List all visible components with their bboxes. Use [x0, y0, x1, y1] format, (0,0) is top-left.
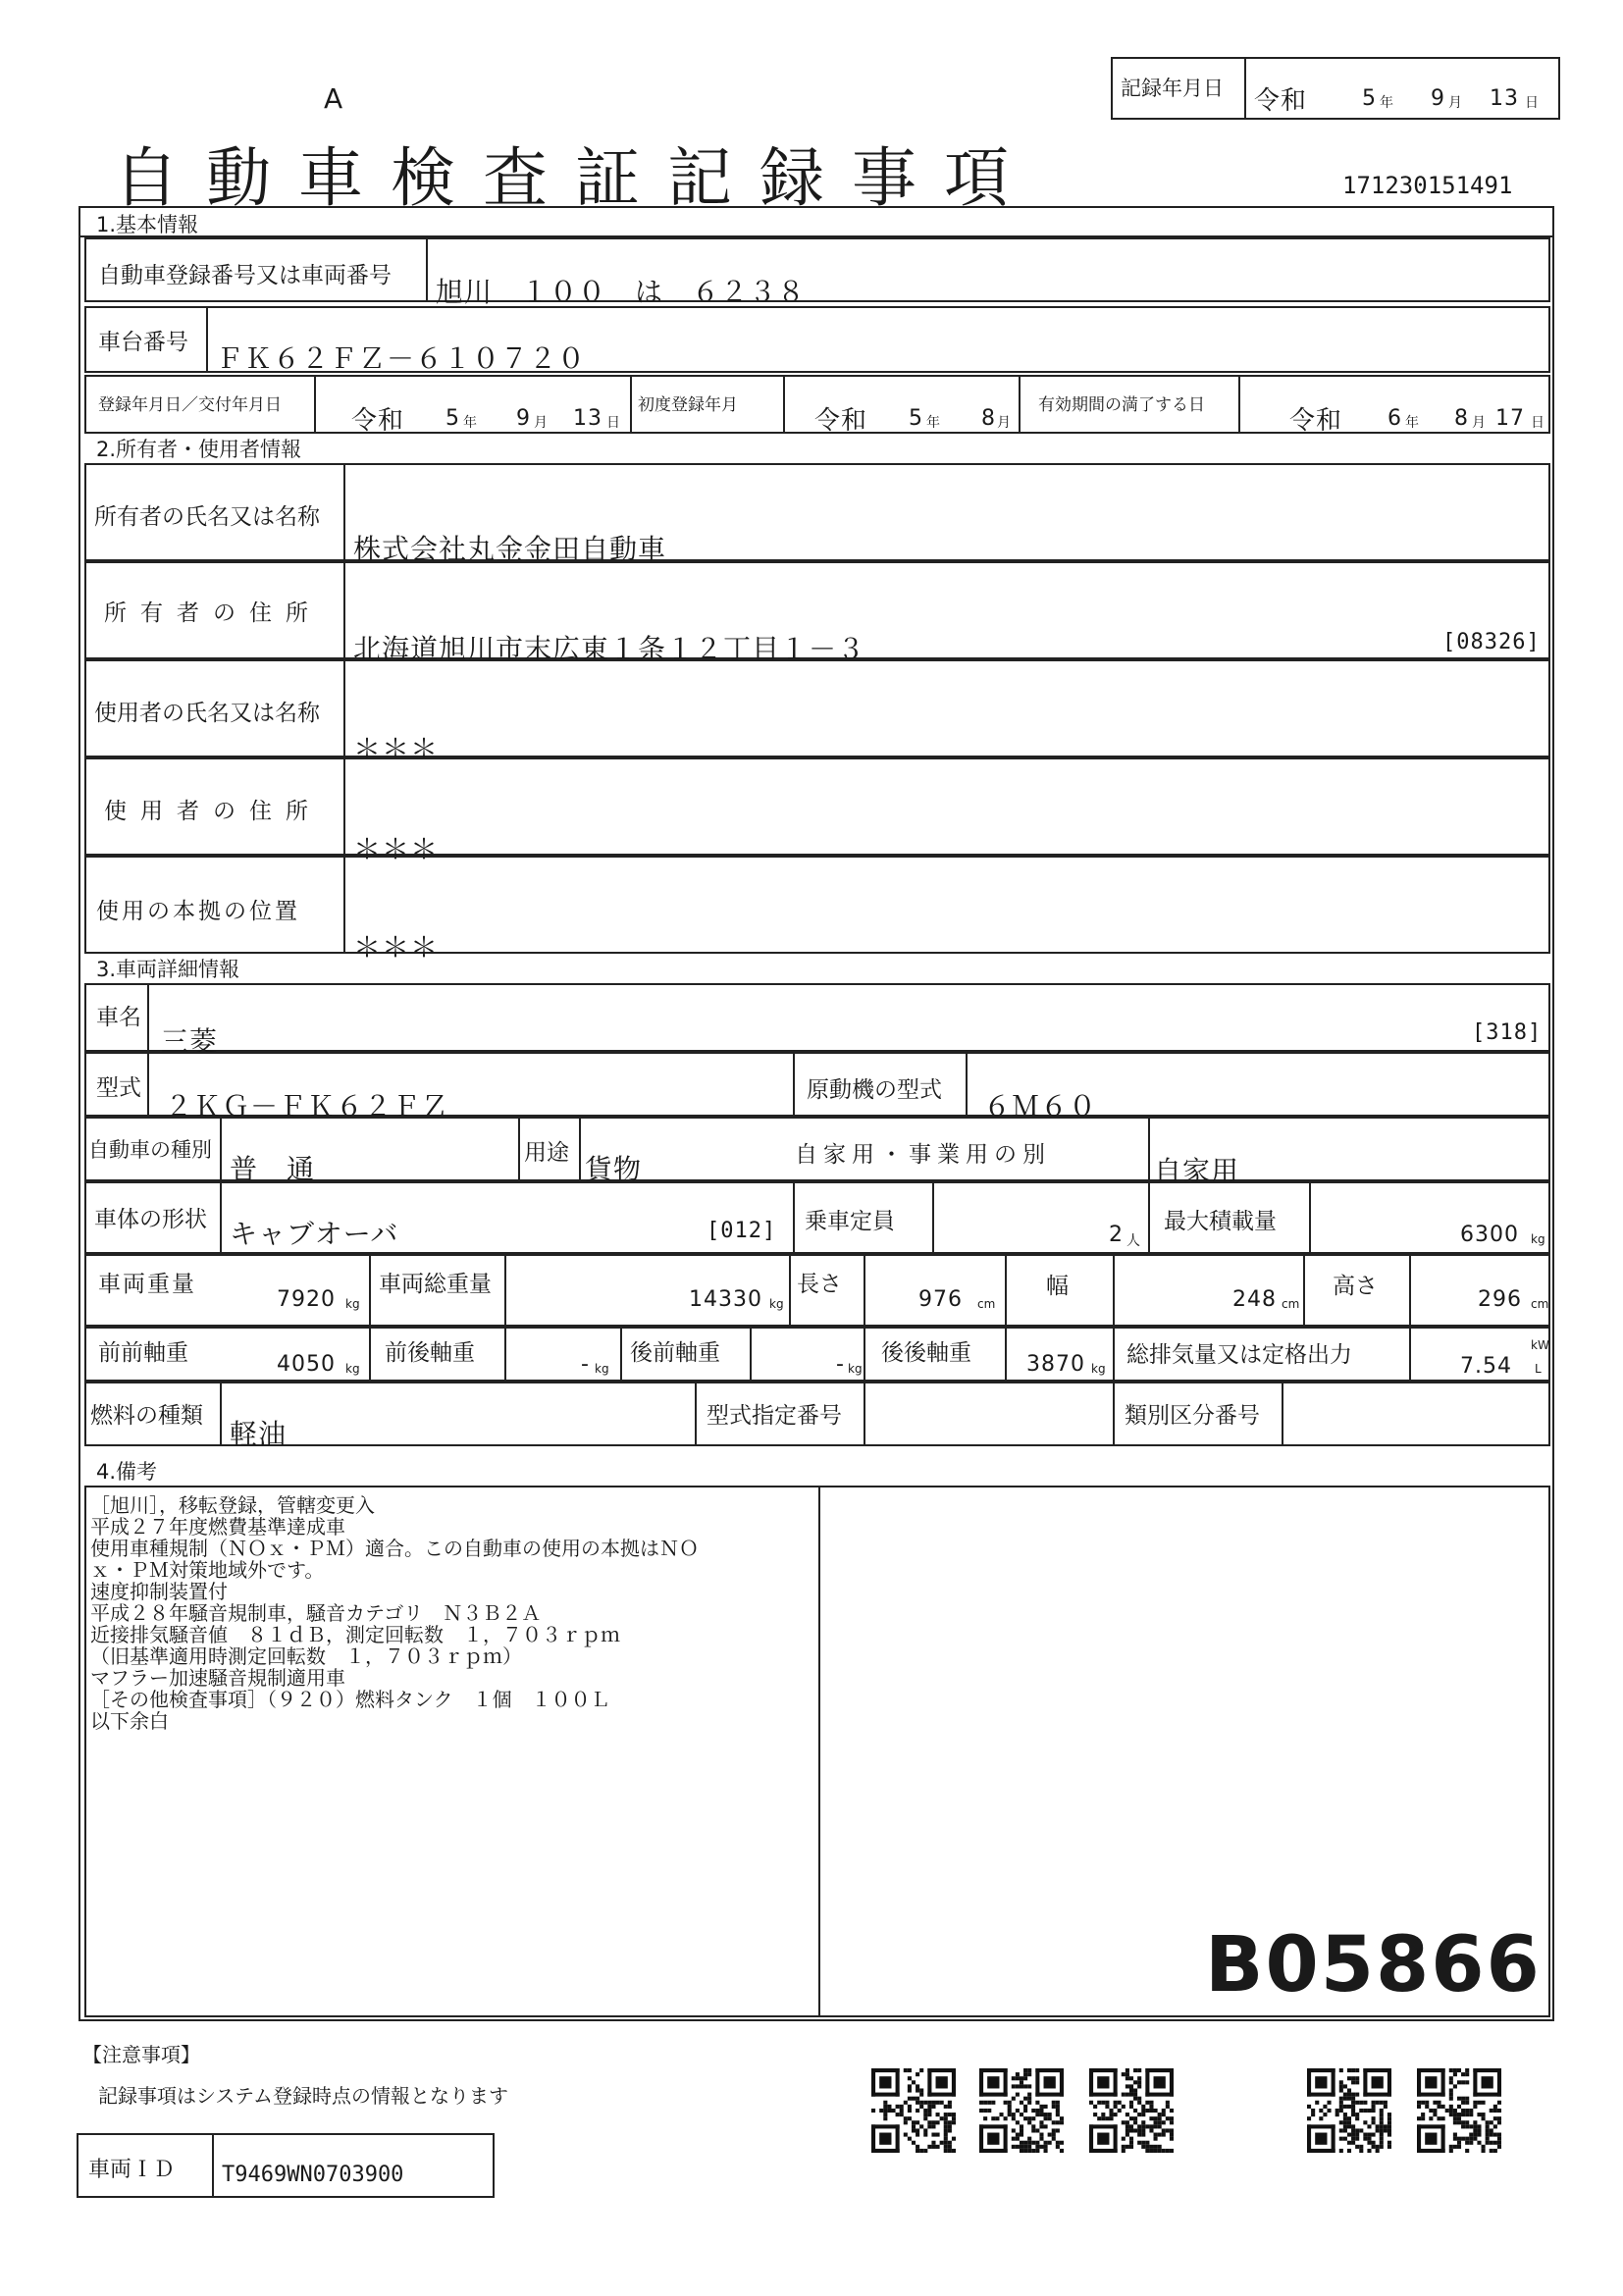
owner-addr-label: 所有者の住所 — [104, 600, 322, 626]
weight-value: 7920 — [277, 1287, 336, 1312]
reg-date-day: 13 — [573, 406, 602, 431]
first-reg-label: 初度登録年月 — [638, 395, 738, 415]
maxload-label: 最大積載量 — [1164, 1209, 1277, 1234]
owner-name-value: 株式会社丸金金田自動車 — [353, 533, 667, 565]
gross-value: 14330 — [689, 1287, 762, 1312]
expiry-day: 17 — [1495, 406, 1525, 431]
notes-text: 記録事項はシステム登録時点の情報となります — [98, 2084, 508, 2108]
remark-line: 使用車種規制（ＮＯｘ・ＰＭ）適合。この自動車の使用の本拠はＮＯ — [90, 1537, 699, 1560]
remark-line: 平成２８年騒音規制車，騒音カテゴリ Ｎ３Ｂ２Ａ — [90, 1601, 542, 1625]
first-reg-era: 令和 — [814, 406, 868, 436]
reg-date-label: 登録年月日／交付年月日 — [98, 395, 282, 415]
make-row — [84, 983, 1550, 1052]
fr-axle-label: 前後軸重 — [385, 1340, 475, 1366]
disp-label: 総排気量又は定格出力 — [1126, 1342, 1352, 1368]
section4-heading: 4.備考 — [96, 1460, 158, 1484]
expiry-label: 有効期間の満了する日 — [1038, 395, 1205, 415]
qr-code-4 — [1307, 2068, 1391, 2153]
document-number: 171230151491 — [1342, 172, 1513, 199]
document-title: 自動車検査証記録事項 — [114, 140, 1036, 216]
weight-label: 車両重量 — [98, 1272, 196, 1297]
model-value: ２ＫＧ－ＦＫ６２ＦＺ — [165, 1090, 450, 1122]
make-label: 車名 — [96, 1005, 141, 1030]
user-addr-label: 使用者の住所 — [104, 799, 322, 824]
fr-axle-value: - — [581, 1352, 590, 1377]
remark-line: 以下余白 — [90, 1709, 169, 1733]
private-label: 自家用・事業用の別 — [795, 1142, 1051, 1168]
first-reg-month: 8 — [981, 406, 996, 431]
remark-line: マフラー加速騒音規制適用車 — [90, 1666, 345, 1690]
vehicle-id-box — [77, 2133, 495, 2198]
record-date-era: 令和 — [1254, 86, 1308, 116]
qr-code-1 — [871, 2068, 956, 2153]
ff-axle-value: 4050 — [277, 1352, 336, 1377]
qr-code-3 — [1089, 2068, 1174, 2153]
user-name-value: ＊＊＊ — [353, 733, 440, 765]
notes-heading: 【注意事項】 — [82, 2043, 200, 2066]
engine-value: ６Ｍ６０ — [983, 1090, 1098, 1122]
reg-date-era: 令和 — [351, 406, 405, 436]
reg-date-year: 5 — [445, 406, 460, 431]
kind-value: 普 通 — [230, 1153, 316, 1185]
body-value: キャブオーバ — [230, 1218, 399, 1250]
expiry-era: 令和 — [1289, 406, 1343, 436]
model-label: 型式 — [96, 1075, 141, 1101]
remark-line: ［その他検査事項］（９２０）燃料タンク １個 １００Ｌ — [90, 1688, 610, 1711]
remark-line: 近接排気騒音値 ８１ｄＢ，測定回転数 １，７０３ｒｐｍ — [90, 1623, 620, 1646]
height-label: 高さ — [1333, 1274, 1378, 1299]
rr-axle-label: 後後軸重 — [881, 1340, 971, 1366]
record-date-year: 5 — [1362, 86, 1377, 111]
reg-date-month: 9 — [516, 406, 531, 431]
expiry-month: 8 — [1454, 406, 1469, 431]
rr-axle-value: 3870 — [1026, 1352, 1085, 1377]
rf-axle-value: - — [836, 1352, 845, 1377]
owner-name-label: 所有者の氏名又は名称 — [94, 504, 320, 530]
length-label: 長さ — [797, 1272, 842, 1297]
disp-value: 7.54 — [1460, 1354, 1512, 1379]
first-reg-year: 5 — [909, 406, 923, 431]
engine-label: 原動機の型式 — [807, 1077, 942, 1103]
width-value: 248 — [1232, 1287, 1277, 1312]
expiry-year: 6 — [1387, 406, 1402, 431]
height-value: 296 — [1478, 1287, 1522, 1312]
capacity-value: 2 — [1109, 1223, 1124, 1247]
stock-number: B05866 — [1205, 1921, 1542, 2009]
page-letter: A — [324, 82, 343, 115]
remark-line: ［旭川］，移転登録，管轄変更入 — [90, 1493, 375, 1517]
make-value: 三菱 — [161, 1025, 219, 1058]
record-date-label: 記録年月日 — [1121, 77, 1224, 100]
fuel-value: 軽油 — [230, 1418, 288, 1450]
remark-line: 平成２７年度燃費基準達成車 — [90, 1515, 345, 1539]
rf-axle-label: 後前軸重 — [630, 1340, 720, 1366]
qr-code-5 — [1417, 2068, 1501, 2153]
remark-line: ｘ・ＰＭ対策地域外です。 — [90, 1558, 325, 1582]
usage-value: 貨物 — [585, 1153, 643, 1185]
base-value: ＊＊＊ — [353, 931, 440, 964]
class-label: 類別区分番号 — [1125, 1403, 1260, 1429]
type-desig-label: 型式指定番号 — [707, 1403, 842, 1429]
qr-code-2 — [979, 2068, 1064, 2153]
base-label: 使用の本拠の位置 — [96, 899, 300, 924]
reg-no-value: 旭川 １００ は ６２３８ — [436, 276, 807, 308]
chassis-value: ＦＫ６２ＦＺ－６１０７２０ — [216, 342, 587, 375]
remark-line: 速度抑制装置付 — [90, 1580, 228, 1603]
owner-addr-code: [08326] — [1442, 630, 1541, 654]
section3-heading: 3.車両詳細情報 — [96, 958, 240, 981]
capacity-unit: 人 — [1126, 1233, 1140, 1249]
record-date-box: 記録年月日 令和 5 年 9 月 13 日 — [1111, 57, 1560, 120]
user-addr-value: ＊＊＊ — [353, 833, 440, 865]
kind-label: 自動車の種別 — [88, 1138, 212, 1162]
body-label: 車体の形状 — [94, 1207, 207, 1232]
vehicle-id-value: T9469WN0703900 — [222, 2163, 404, 2187]
make-code: [318] — [1472, 1020, 1543, 1045]
private-value: 自家用 — [1154, 1155, 1240, 1187]
ff-axle-label: 前前軸重 — [98, 1340, 188, 1366]
fuel-label: 燃料の種類 — [90, 1403, 203, 1429]
owner-addr-value: 北海道旭川市末広東１条１２丁目１－３ — [353, 633, 866, 665]
record-date-month: 9 — [1431, 86, 1445, 111]
section2-heading: 2.所有者・使用者情報 — [96, 438, 302, 461]
gross-label: 車両総重量 — [379, 1272, 492, 1297]
user-name-label: 使用者の氏名又は名称 — [94, 701, 320, 726]
length-value: 976 — [918, 1287, 963, 1312]
capacity-label: 乗車定員 — [805, 1209, 895, 1234]
maxload-value: 6300 — [1460, 1223, 1519, 1247]
record-date-day: 13 — [1490, 86, 1519, 111]
remark-line: （旧基準適用時測定回転数 １，７０３ｒｐｍ） — [90, 1644, 522, 1668]
vehicle-id-label: 車両ＩＤ — [88, 2158, 176, 2182]
body-code: [012] — [707, 1219, 777, 1243]
chassis-label: 車台番号 — [98, 330, 188, 355]
base-row — [84, 856, 1550, 954]
width-label: 幅 — [1046, 1274, 1069, 1299]
reg-no-label: 自動車登録番号又は車両番号 — [98, 263, 392, 288]
section1-heading: 1.基本情報 — [96, 213, 199, 236]
usage-label: 用途 — [524, 1140, 569, 1166]
